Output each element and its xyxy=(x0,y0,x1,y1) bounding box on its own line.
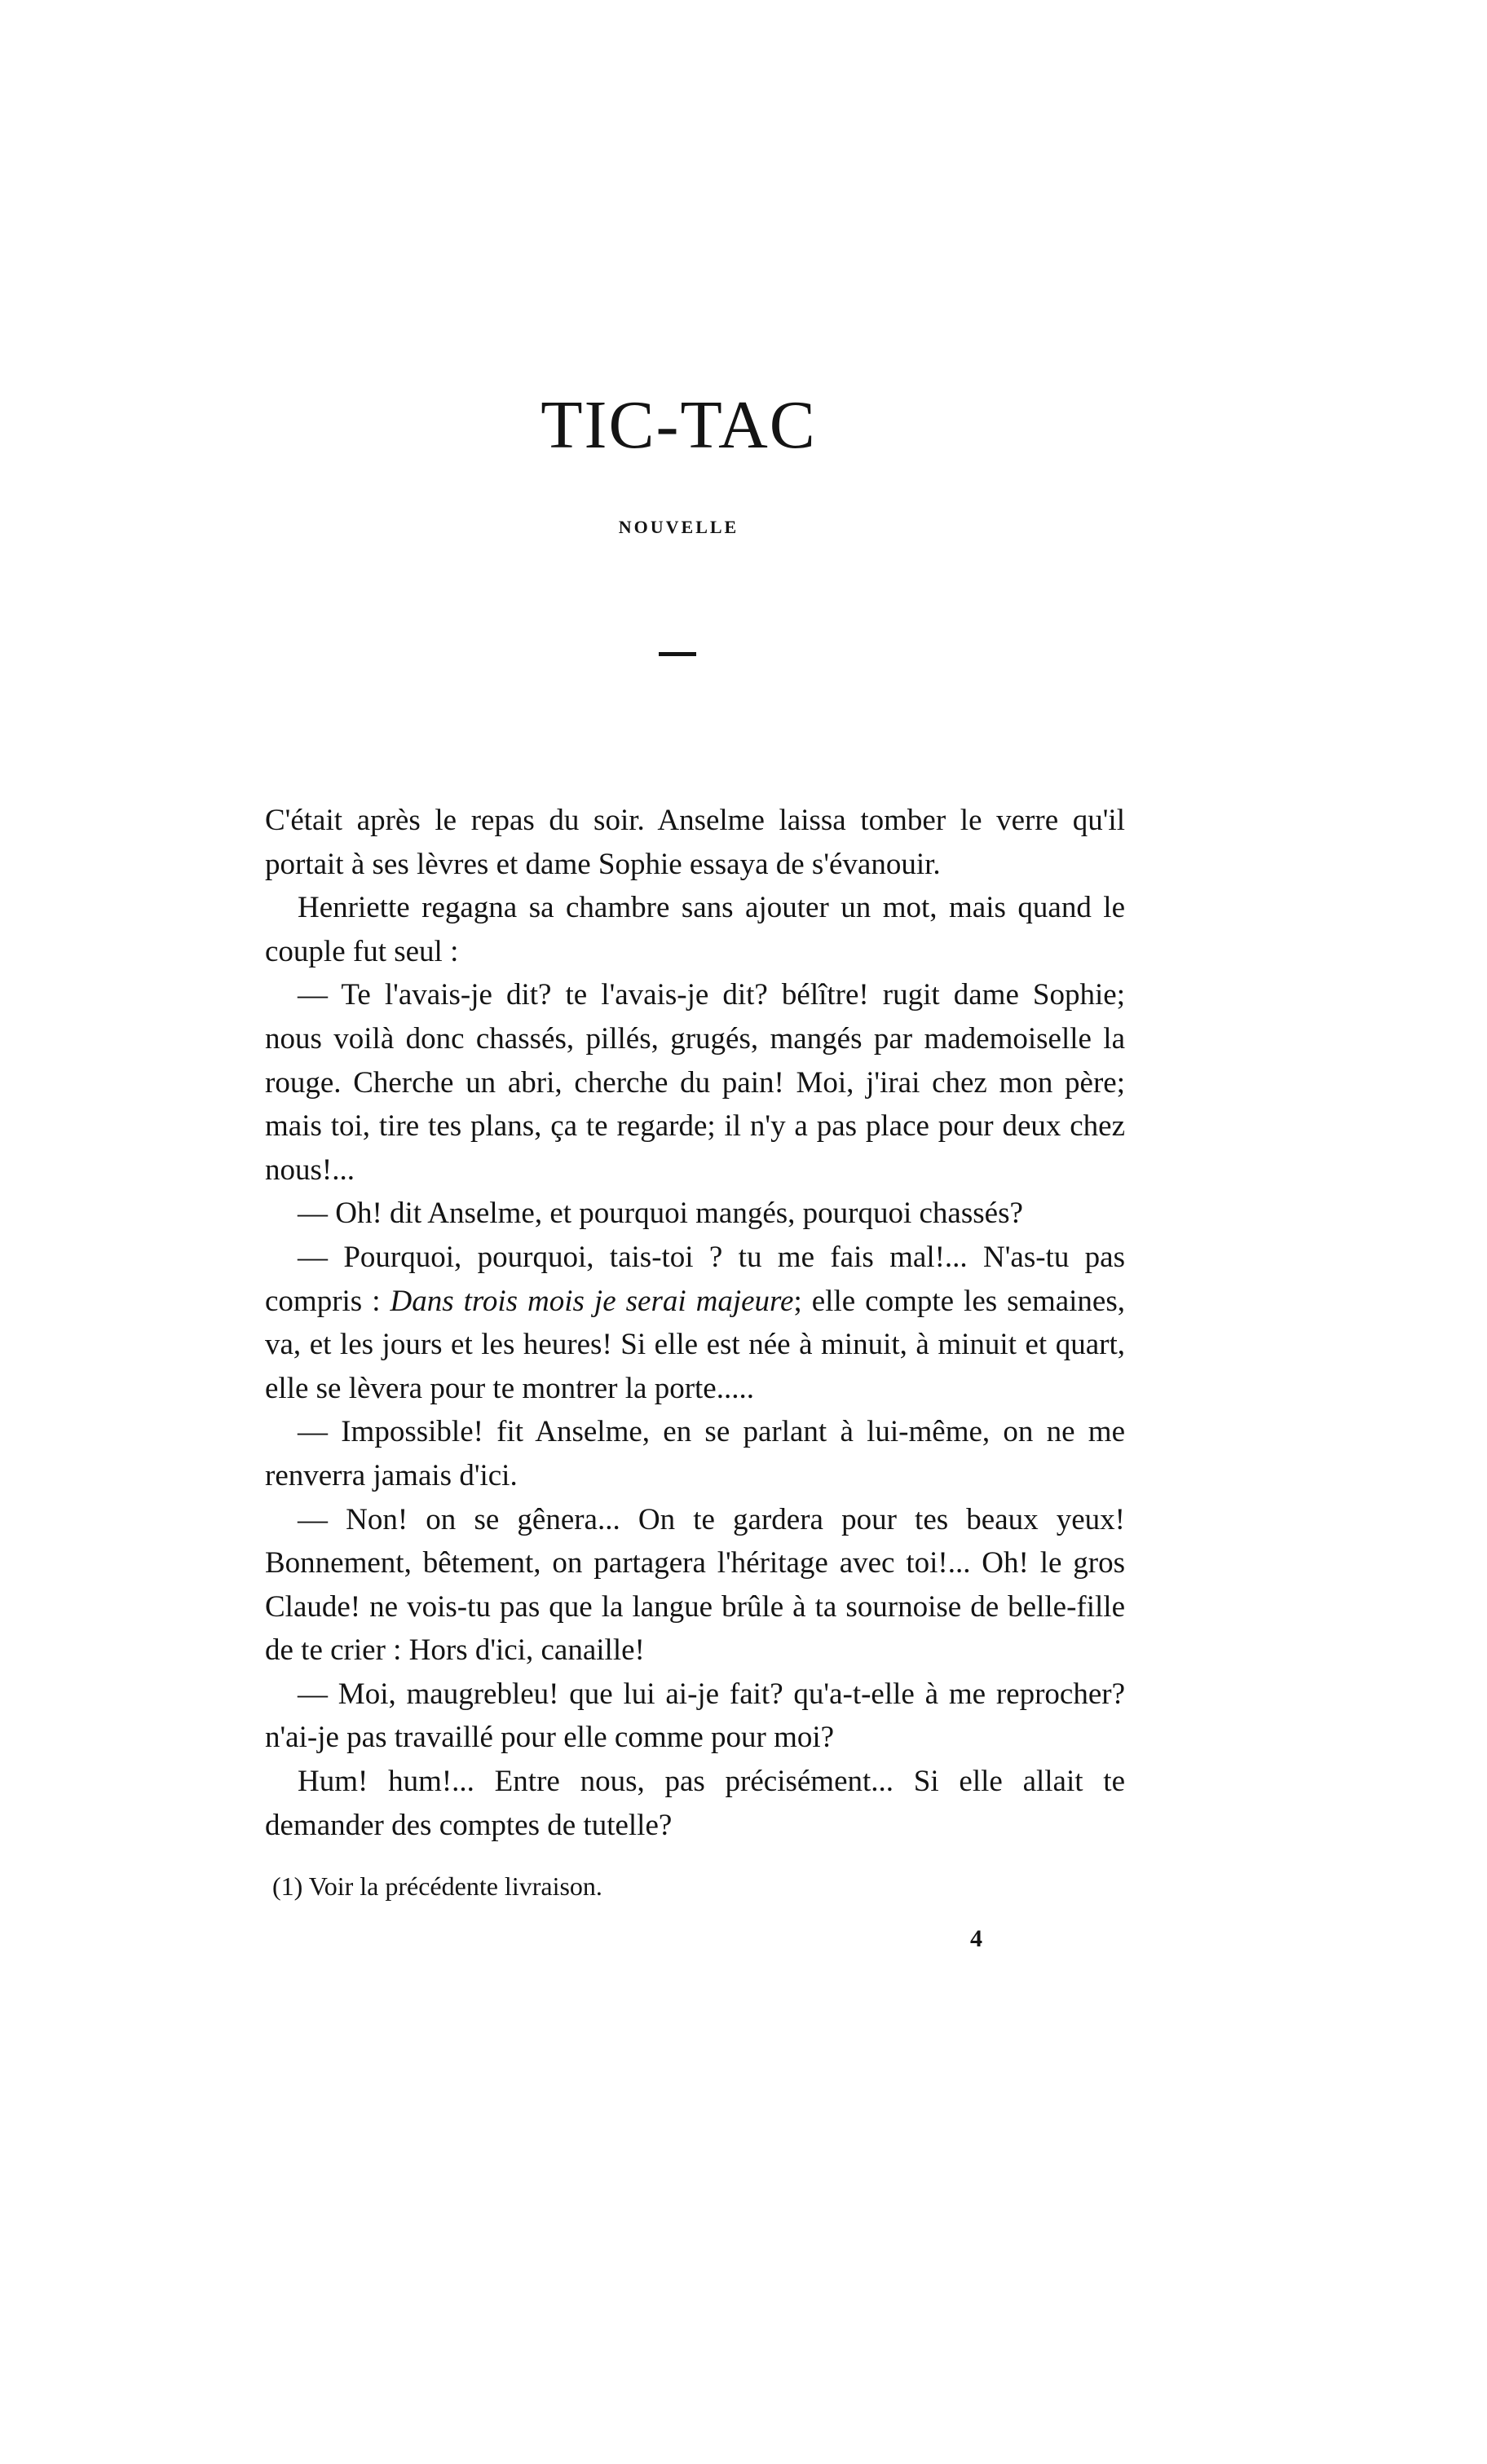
paragraph: — Te l'avais-je dit? te l'avais-je dit? bélître! rugit dame Sophie; nous voilà donc chassés, pillés, grugés, mangés par mademoiselle la rouge. Cherche un abri, cherche du pain! Moi, j'irai chez mon père; mais toi, tire tes plans, ça te regarde; il n'y a pas place pour deux chez nous!... xyxy=(265,978,1125,1187)
paragraph: — Moi, maugrebleu! que lui ai-je fait? qu'a-t-elle à me reprocher? n'ai-je pas travaillé pour elle comme pour moi? xyxy=(265,1677,1125,1755)
paragraph-text: — Pourquoi, pourquoi, tais-toi ? tu me fais mal!... N'as-tu pas compris : xyxy=(265,1240,1125,1318)
page-number: 4 xyxy=(970,1925,982,1952)
paragraph: Henriette regagna sa chambre sans ajouter un mot, mais quand le couple fut seul : xyxy=(265,891,1125,968)
paragraph: — Non! on se gênera... On te gardera pour tes beaux yeux! Bonnement, bêtement, on partagera l'héritage avec toi!... Oh! le gros Claude! ne vois-tu pas que la langue brûle à ta sournoise de belle-fille de te crier : Hors d'ici, canaille! xyxy=(265,1502,1125,1668)
paragraph: — Oh! dit Anselme, et pourquoi mangés, pourquoi chassés? xyxy=(298,1197,1023,1231)
paragraph-text: ; elle compte les semaines, va, et les jours et les heures! Si elle est née à minuit, à minuit et quart, elle se lèvera pour te montrer la porte..... xyxy=(265,1284,1125,1405)
title-rule xyxy=(659,652,696,656)
paragraph: — Impossible! fit Anselme, en se parlant à lui-même, on ne me renverra jamais d'ici. xyxy=(265,1415,1125,1492)
story-subtitle: NOUVELLE xyxy=(618,517,739,537)
paragraph: Hum! hum!... Entre nous, pas précisément... Si elle allait te demander des comptes de tutelle? xyxy=(265,1765,1125,1842)
story-title: TIC-TAC xyxy=(541,387,817,463)
paragraph-italic: Dans trois mois je serai majeure xyxy=(390,1284,794,1318)
paragraph: C'était après le repas du soir. Anselme laissa tomber le verre qu'il portait à ses lèvres et dame Sophie essaya de s'évanouir. xyxy=(265,804,1125,881)
paragraph xyxy=(265,1236,1125,1410)
story-body xyxy=(265,799,1125,1847)
footnote: (1) Voir la précédente livraison. xyxy=(272,1871,602,1901)
